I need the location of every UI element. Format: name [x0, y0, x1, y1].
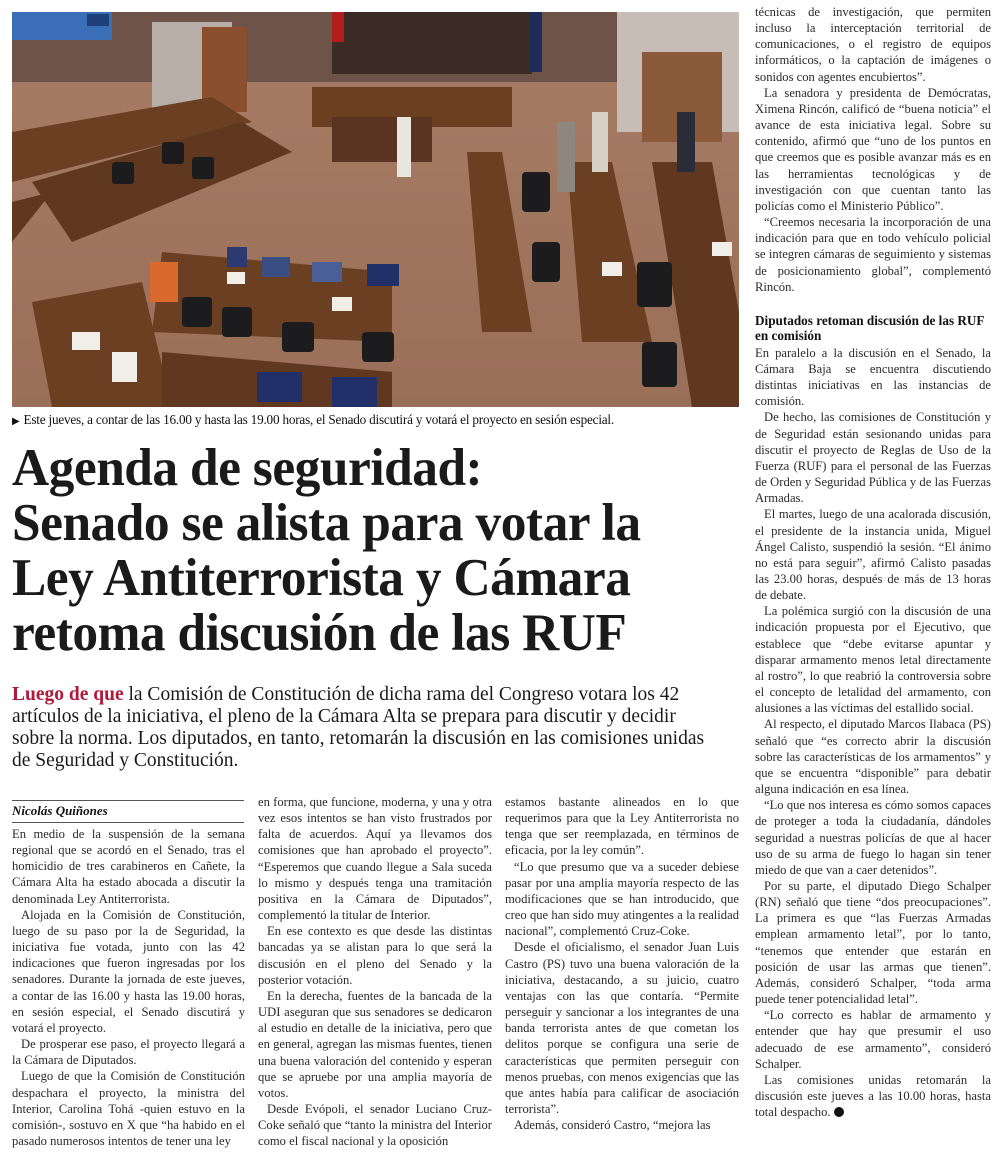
paragraph: El martes, luego de una acalorada discusión, el presidente de la instancia unida, Miguel Ángel Calisto, suspendió la sesión. “El ánimo no está para seguir”, afirmó Calisto pasadas las 23.00 horas, después de más de 13 horas de debate.	[755, 507, 991, 603]
deck-lead-in: Luego de que	[12, 684, 124, 705]
photo-illustration	[12, 12, 739, 407]
paragraph: técnicas de investigación, que permiten incluso la interceptación territorial de comunicaciones, o el registro de equipos informáticos, o la captación de imágenes o sonidos con agentes encubiertos”.	[755, 5, 991, 84]
paragraph: “Creemos necesaria la incorporación de una indicación para que en todo vehículo policial se integren cámaras de seguimiento y sistemas de posicionamiento global”, complementó Rincón.	[755, 215, 991, 294]
paragraph: En ese contexto es que desde las distintas bancadas ya se alistan para lo que será la discusión en el pleno del Senado y la posterior votación.	[258, 924, 492, 987]
section-subheading: Diputados retoman discusión de las RUF en comisión	[755, 312, 984, 344]
caption-text: Este jueves, a contar de las 16.00 y hasta las 19.00 horas, el Senado discutirá y votará el proyecto en sesión especial.	[23, 412, 614, 427]
paragraph: Luego de que la Comisión de Constitución despachara el proyecto, la ministra del Interior, Carolina Tohá -quien estuvo en la comisión-, sostuvo en X que “ha habido en el pasado numerosos intentos de tener una ley	[12, 1069, 245, 1148]
senate-chamber-photo	[12, 12, 739, 407]
paragraph-text: Las comisiones unidas retomarán la discusión este jueves a las 10.00 horas, hasta total despacho.	[755, 1072, 991, 1120]
body-column-1	[12, 826, 245, 1149]
final-paragraph	[755, 1072, 991, 1120]
deck-summary	[12, 684, 712, 772]
paragraph: De prosperar ese paso, el proyecto llegará a la Cámara de Diputados.	[12, 1037, 245, 1068]
paragraph: en forma, que funcione, moderna, y una y otra vez esos intentos se han visto frustrados por falta de acuerdos. Aquí ya llevamos dos comisiones que han aprobado el proyecto”. “Esperemos que cuando llegue a Sala suceda lo mismo y después tenga una tramitación positiva en la Cámara de Diputados”, complementó la titular de Interior.	[258, 795, 492, 923]
end-of-article-dot-icon	[834, 1107, 844, 1117]
photo-caption	[12, 412, 742, 430]
paragraph: Además, consideró Castro, “mejora las	[514, 1118, 711, 1133]
body-column-2	[258, 794, 492, 1149]
body-column-4	[755, 4, 991, 1120]
headline	[12, 441, 710, 661]
headline-line: Agenda de seguridad:	[12, 439, 483, 497]
paragraph: En la derecha, fuentes de la bancada de la UDI aseguran que sus senadores se dedicaron al estudio en detalle de la iniciativa, pero que en general, agregan las mismas fuentes, tienen una buena valoración del contenido y esperan que se apruebe por una amplia mayoría de votos.	[258, 988, 492, 1100]
paragraph: “Lo que presumo que va a suceder debiese pasar por una amplia mayoría respecto de las modificaciones que se han introducido, que creo que han sido muy atingentes a la realidad nacional”, complementó Cruz-Coke.	[505, 859, 739, 939]
paragraph: Al respecto, el diputado Marcos Ilabaca (PS) señaló que “es correcto abrir la discusión sobre las características de los armamentos” y que se encuentra “disponible” para debatir alguna indicación en esa línea.	[755, 717, 991, 797]
paragraph: En medio de la suspensión de la semana regional que se acordó en el Senado, tras el homicidio de tres carabineros en Cañete, la Cámara Alta ha estado abocada a discutir la denominada Ley Antiterrorista.	[12, 827, 245, 906]
paragraph: Por su parte, el diputado Diego Schalper (RN) señaló que tiene “dos preocupaciones”. La primera es que “las Fuerzas Armadas emplean armamento letal”, por lo tanto, “tenemos que entender que estarán en posición de usar las armas que tienen”. Además, consideró Schalper, “toda arma puede tener potencialidad letal”.	[755, 878, 991, 1007]
headline-line: Senado se alista para votar la	[12, 494, 641, 552]
headline-line: retoma discusión de las RUF	[12, 604, 627, 662]
paragraph: En paralelo a la discusión en el Senado, la Cámara Baja se encuentra discutiendo distintas iniciativas en las instancias de comisión.	[755, 345, 991, 409]
byline-box	[12, 800, 244, 823]
paragraph: estamos bastante alineados en lo que requerimos para que la Ley Antiterrorista no tenga que ser reemplazada, en términos de eficacia, por la ley común”.	[505, 795, 739, 858]
paragraph: Alojada en la Comisión de Constitución, luego de su paso por la de Seguridad, la iniciativa fue votada, junto con las 42 indicaciones que fueron ingresadas por los senadores. Durante la jornada de este jueves, a contar de las 16.00 y hasta las 19.00 horas, en sesión especial, el Senado discutirá y votará el proyecto.	[12, 907, 245, 1035]
body-column-3	[505, 794, 739, 1133]
paragraph: “Lo que nos interesa es cómo somos capaces de proteger a toda la ciudadanía, dándoles seguridad a nuestras policías de que al hacer uso de su arma de fuego lo hagan sin tener miedo de que van a caer detenidos”.	[755, 798, 991, 877]
paragraph: De hecho, las comisiones de Constitución y de Seguridad están sesionando unidas para discutir el proyecto de Reglas de Uso de la Fuerza (RUF) para el personal de las Fuerzas de Orden y Seguridad Pública y de las Fuerzas Armadas.	[755, 410, 991, 506]
paragraph: Desde Evópoli, el senador Luciano Cruz-Coke señaló que “tanto la ministra del Interior como el fiscal nacional y la oposición	[258, 1101, 492, 1149]
paragraph: La polémica surgió con la discusión de una indicación propuesta por el Ejecutivo, que establece que “debe evitarse apuntar y disparar armamento menos letal directamente al rostro”, lo que reabrió la controversia sobre el concepto de letalidad del armamento, con alusiones a las víctimas del estallido social.	[755, 604, 991, 716]
caption-triangle-icon: ▶	[12, 416, 20, 427]
deck-text: la Comisión de Constitución de dicha rama del Congreso votara los 42 artículos de la iniciativa, el pleno de la Cámara Alta se prepara para discutir y decidir sobre la norma. Los diputados, en tanto, retomarán la discusión en las comisiones unidas de Seguridad y Constitución.	[12, 684, 705, 771]
headline-line: Ley Antiterrorista y Cámara	[12, 549, 631, 607]
paragraph: La senadora y presidenta de Demócratas, Ximena Rincón, calificó de “buena noticia” el avance de esta iniciativa legal. Sobre su contenido, afirmó que “uno de los puntos en que creemos que es posible avanzar más es en las herramientas tecnológicas y de investigación con que cuentan tanto las policías como el Ministerio Público”.	[755, 85, 991, 213]
author-byline: Nicolás Quiñones	[12, 803, 108, 818]
paragraph: “Lo correcto es hablar de armamento y entender que hay que presumir el uso adecuado de ese armamento”, consideró Schalper.	[755, 1008, 991, 1071]
paragraph: Desde el oficialismo, el senador Juan Luis Castro (PS) tuvo una buena valoración de la iniciativa, destacando, a su juicio, cuatro ventajas con las que contaría. “Permite perseguir y sancionar a los integrantes de una banda terrorista antes de que cometan los delitos porque se configura una serie de características que permiten perseguir con menos pruebas, con menos exigencias que las que antes había para calificar de asociación terrorista”.	[505, 940, 739, 1116]
